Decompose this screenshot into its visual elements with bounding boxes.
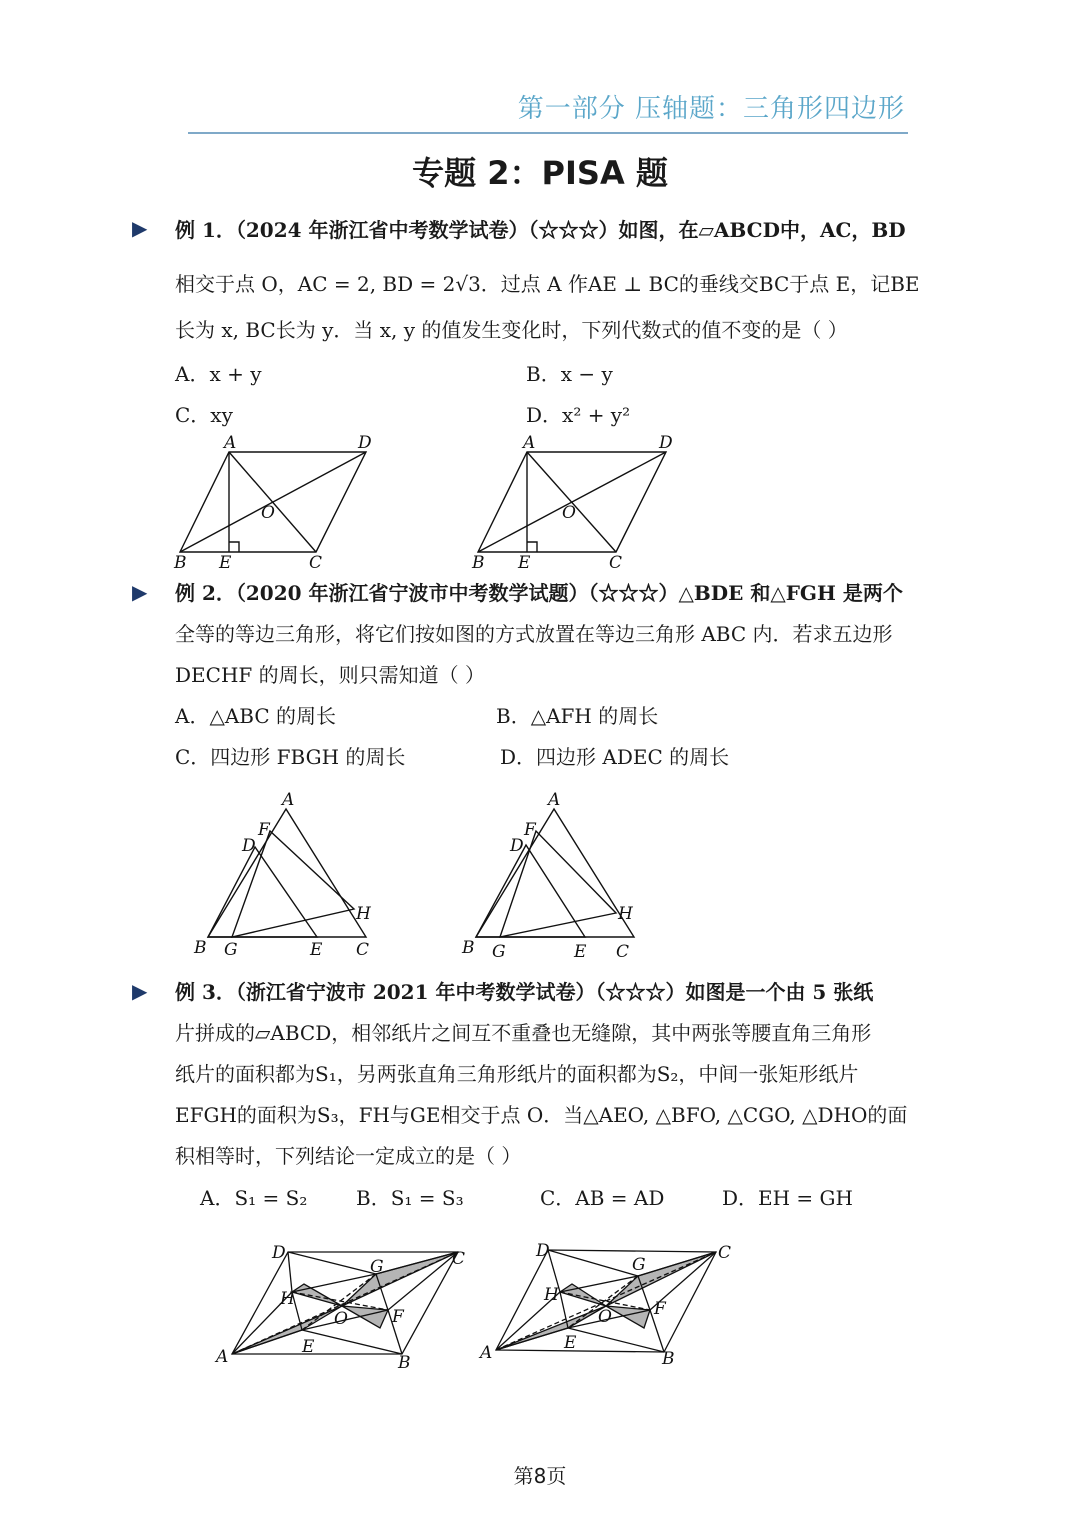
example-1-figure-right <box>468 428 678 573</box>
header-rule <box>188 132 908 134</box>
segment-eb <box>568 1328 664 1352</box>
label-o: O <box>562 503 576 523</box>
segment-cg <box>638 1252 716 1276</box>
segment-ae <box>496 1328 568 1350</box>
label-g: G <box>492 942 506 962</box>
example-1-marker: ▶ <box>132 216 148 240</box>
example-1-option-d: D．x² + y² <box>526 403 631 427</box>
triangle-bde <box>208 847 317 937</box>
segment-gd <box>548 1250 638 1276</box>
label-d: D <box>510 836 524 856</box>
right-angle-mark <box>229 542 239 552</box>
example-2-option-b: B．△AFH 的周长 <box>496 704 659 728</box>
example-2-option-c: C．四边形 FBGH 的周长 <box>175 745 406 769</box>
label-d: D <box>659 433 673 453</box>
example-2-option-a: A．△ABC 的周长 <box>175 704 336 728</box>
label-e: E <box>564 1333 577 1353</box>
example-1-head: 例 1．（2024 年浙江省中考数学试卷）（☆☆☆）如图，在▱ABCD中，AC，BD <box>175 218 906 242</box>
label-b: B <box>462 938 475 958</box>
label-a: A <box>282 790 295 810</box>
label-f: F <box>392 1307 404 1327</box>
label-f: F <box>258 820 270 840</box>
label-a: A <box>480 1343 493 1363</box>
example-2-figure-right <box>458 785 648 965</box>
example-1-option-a: A．x + y <box>175 362 262 386</box>
segment-eb <box>302 1330 402 1354</box>
diagonal-bd <box>478 452 666 552</box>
label-h: H <box>356 904 371 924</box>
example-3-option-c: C．AB = AD <box>540 1186 665 1210</box>
label-f: F <box>654 1299 666 1319</box>
label-c: C <box>609 553 623 573</box>
example-3-figure-left <box>212 1236 466 1373</box>
label-o: O <box>598 1307 612 1327</box>
section-header: 第一部分 压轴题：三角形四边形 <box>517 94 905 124</box>
example-2-line-3: DECHF 的周长，则只需知道（ ） <box>175 663 485 687</box>
example-3-option-d: D．EH = GH <box>722 1186 853 1210</box>
page-title: 专题 2：PISA 题 <box>412 154 668 192</box>
example-3-figure-right <box>478 1236 738 1372</box>
label-f: F <box>524 820 536 840</box>
triangle-abc <box>208 809 366 937</box>
label-o: O <box>261 503 275 523</box>
diagonal-bd <box>180 452 366 552</box>
label-d: D <box>272 1243 286 1263</box>
label-b: B <box>662 1349 675 1369</box>
example-3-option-a: A．S₁ = S₂ <box>200 1186 308 1210</box>
label-b: B <box>398 1353 411 1373</box>
example-1-figure-left <box>170 428 380 573</box>
example-1-option-b: B．x − y <box>526 362 613 386</box>
segment-dh <box>288 1252 292 1292</box>
label-o: O <box>334 1309 348 1329</box>
label-c: C <box>616 942 630 962</box>
example-3-head: 例 3．（浙江省宁波市 2021 年中考数学试卷）（☆☆☆）如图是一个由 5 张纸 <box>175 980 874 1004</box>
label-d: D <box>358 433 372 453</box>
example-3-line-2: 片拼成的▱ABCD，相邻纸片之间互不重叠也无缝隙，其中两张等腰直角三角形 <box>175 1021 872 1045</box>
label-d: D <box>242 836 256 856</box>
label-a: A <box>548 790 561 810</box>
label-g: G <box>224 940 238 960</box>
label-b: B <box>194 938 207 958</box>
label-a: A <box>523 433 536 453</box>
segment-fc <box>388 1252 458 1310</box>
example-3-line-5: 积相等时，下列结论一定成立的是（ ） <box>175 1144 522 1168</box>
label-b: B <box>174 553 187 573</box>
triangle-abc <box>476 809 634 937</box>
example-2-figure-left <box>190 785 380 965</box>
label-h: H <box>544 1285 559 1305</box>
label-e: E <box>302 1337 315 1357</box>
example-2-line-2: 全等的等边三角形，将它们按如图的方式放置在等边三角形 ABC 内．若求五边形 <box>175 622 893 646</box>
example-2-option-d: D．四边形 ADEC 的周长 <box>500 745 730 769</box>
label-a: A <box>216 1347 229 1367</box>
label-c: C <box>309 553 323 573</box>
label-h: H <box>280 1289 295 1309</box>
label-e: E <box>574 942 587 962</box>
label-g: G <box>632 1255 646 1275</box>
example-3-line-4: EFGH的面积为S₃，FH与GE相交于点 O．当△AEO, △BFO, △CGO, △DHO的面 <box>175 1103 908 1127</box>
example-2-head: 例 2．（2020 年浙江省宁波市中考数学试题）（☆☆☆）△BDE 和△FGH 是两个 <box>175 581 903 605</box>
shaded-triangle-bfo <box>606 1306 650 1328</box>
segment-gd <box>288 1252 376 1274</box>
label-e: E <box>310 940 323 960</box>
example-3-line-3: 纸片的面积都为S₁，另两张直角三角形纸片的面积都为S₂，中间一张矩形纸片 <box>175 1062 859 1086</box>
right-angle-mark <box>527 542 537 552</box>
example-1-line-3: 长为 x, BC长为 y．当 x, y 的值发生变化时，下列代数式的值不变的是（ ） <box>175 318 848 342</box>
example-2-marker: ▶ <box>132 580 148 604</box>
label-c: C <box>718 1243 732 1263</box>
label-a: A <box>224 433 237 453</box>
example-3-option-b: B．S₁ = S₃ <box>356 1186 464 1210</box>
example-1-option-c: C．xy <box>175 403 233 427</box>
label-d: D <box>536 1241 550 1261</box>
label-b: B <box>472 553 485 573</box>
example-3-marker: ▶ <box>132 979 148 1003</box>
label-c: C <box>356 940 370 960</box>
label-c: C <box>452 1249 466 1269</box>
label-e: E <box>518 553 531 573</box>
label-h: H <box>618 904 633 924</box>
example-1-line-2: 相交于点 O，AC = 2, BD = 2√3．过点 A 作AE ⊥ BC的垂线交BC于点 E，记BE <box>175 272 920 296</box>
page-number: 第8页 <box>513 1464 567 1488</box>
label-e: E <box>219 553 232 573</box>
label-g: G <box>370 1257 384 1277</box>
